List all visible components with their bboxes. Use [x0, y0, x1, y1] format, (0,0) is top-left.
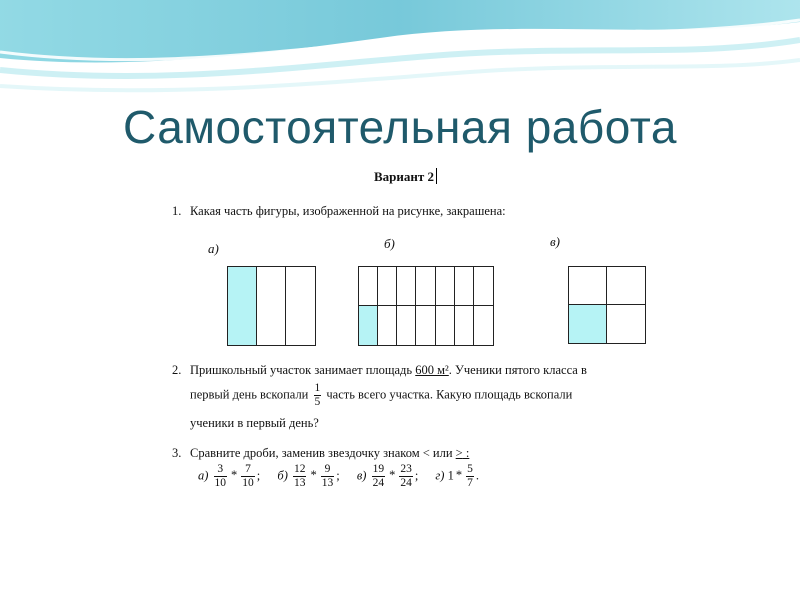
task-2-line-1 — [172, 363, 587, 378]
grid-cell — [436, 306, 455, 345]
task-2-fraction — [314, 382, 322, 409]
header-wave-decoration — [0, 0, 800, 110]
fraction — [399, 463, 413, 490]
grid-cell — [257, 267, 286, 345]
task-1-number: 1. — [172, 204, 182, 218]
slide-title: Самостоятельная работа — [123, 101, 677, 153]
figure-c-grid — [568, 266, 646, 344]
figure-b-label: б) — [384, 236, 395, 251]
compare-item-d — [435, 463, 479, 490]
variant-label: Вариант 2 — [374, 169, 435, 184]
compare-item-label: б) — [277, 468, 288, 483]
task-2-text-a: Пришкольный участок занимает площадь — [190, 363, 416, 377]
task-3 — [172, 446, 469, 461]
shaded-cell — [569, 305, 607, 343]
numerator: 23 — [400, 463, 412, 475]
numerator: 7 — [241, 463, 255, 477]
compare-item-b — [277, 463, 339, 490]
grid-cell — [378, 306, 397, 345]
fraction — [214, 463, 228, 490]
task-2-text-b: . Ученики пятого класса в — [448, 363, 587, 377]
grid-cell — [569, 267, 607, 305]
fraction — [466, 463, 474, 490]
compare-item-label: г) — [435, 468, 445, 483]
task-2-line-3 — [190, 416, 319, 431]
variant-heading — [374, 168, 437, 185]
grid-cell — [436, 267, 455, 306]
compare-item-label: в) — [356, 468, 367, 483]
grid-cell — [474, 267, 493, 306]
task-3-text-a: Сравните дроби, заменив звездочку знаком < или — [190, 446, 456, 460]
item-end: ; — [414, 468, 419, 483]
task-3-items — [198, 463, 493, 490]
numerator: 19 — [372, 463, 385, 475]
star-symbol: * — [389, 468, 396, 483]
denominator: 10 — [214, 477, 227, 489]
worksheet-image — [104, 162, 704, 527]
shaded-cell — [228, 267, 257, 345]
star-symbol: * — [310, 468, 317, 483]
denominator: 10 — [242, 477, 254, 489]
grid-cell — [607, 267, 645, 305]
whole-number: 1 — [447, 468, 454, 483]
task-2-text-e: ученики в первый день? — [190, 416, 319, 430]
fraction — [372, 463, 386, 490]
task-2-text-c: первый день вскопали — [190, 387, 309, 402]
grid-cell — [474, 306, 493, 345]
task-3-text-c: : — [462, 446, 470, 460]
figure-c-label: в) — [550, 234, 560, 249]
grid-cell — [397, 306, 416, 345]
task-1 — [172, 204, 506, 219]
compare-item-c — [357, 463, 418, 490]
fraction — [241, 463, 255, 490]
text-cursor — [436, 168, 437, 184]
task-3-text-b: > — [455, 446, 463, 460]
numerator: 9 — [321, 463, 335, 477]
denominator: 7 — [467, 477, 473, 489]
grid-cell — [416, 306, 435, 345]
numerator: 5 — [467, 463, 473, 475]
item-end: ; — [336, 468, 340, 483]
star-symbol: * — [231, 468, 238, 483]
denominator: 24 — [372, 477, 385, 489]
grid-cell — [286, 267, 315, 345]
grid-cell — [607, 305, 645, 343]
grid-cell — [378, 267, 397, 306]
star-symbol: * — [455, 468, 463, 483]
item-end: ; — [256, 468, 261, 483]
task-3-number: 3. — [172, 446, 182, 460]
figure-a-label: а) — [208, 241, 219, 256]
numerator: 12 — [293, 463, 306, 475]
denominator: 13 — [293, 477, 306, 489]
task-2-area: 600 м² — [415, 363, 449, 377]
grid-cell — [455, 306, 474, 345]
item-end: . — [475, 468, 479, 483]
grid-cell — [359, 267, 378, 306]
figure-a-grid — [227, 266, 316, 346]
numerator: 3 — [214, 463, 228, 477]
task-2-text-d: часть всего участка. Какую площадь вскопали — [326, 387, 573, 402]
grid-cell — [397, 267, 416, 306]
task-2-fraction-numerator: 1 — [314, 382, 321, 394]
grid-cell — [455, 267, 474, 306]
denominator: 24 — [400, 477, 412, 489]
task-2-fraction-denominator: 5 — [314, 396, 321, 408]
denominator: 13 — [321, 477, 334, 489]
fraction — [293, 463, 307, 490]
fraction — [321, 463, 335, 490]
task-1-text: Какая часть фигуры, изображенной на рисунке, закрашена: — [190, 204, 506, 218]
task-2-number: 2. — [172, 363, 182, 377]
compare-item-label: а) — [198, 468, 209, 483]
shaded-cell — [359, 306, 378, 345]
compare-item-a — [198, 463, 260, 490]
grid-cell — [416, 267, 435, 306]
figure-b-grid — [358, 266, 494, 346]
task-2-line-2 — [190, 382, 572, 409]
